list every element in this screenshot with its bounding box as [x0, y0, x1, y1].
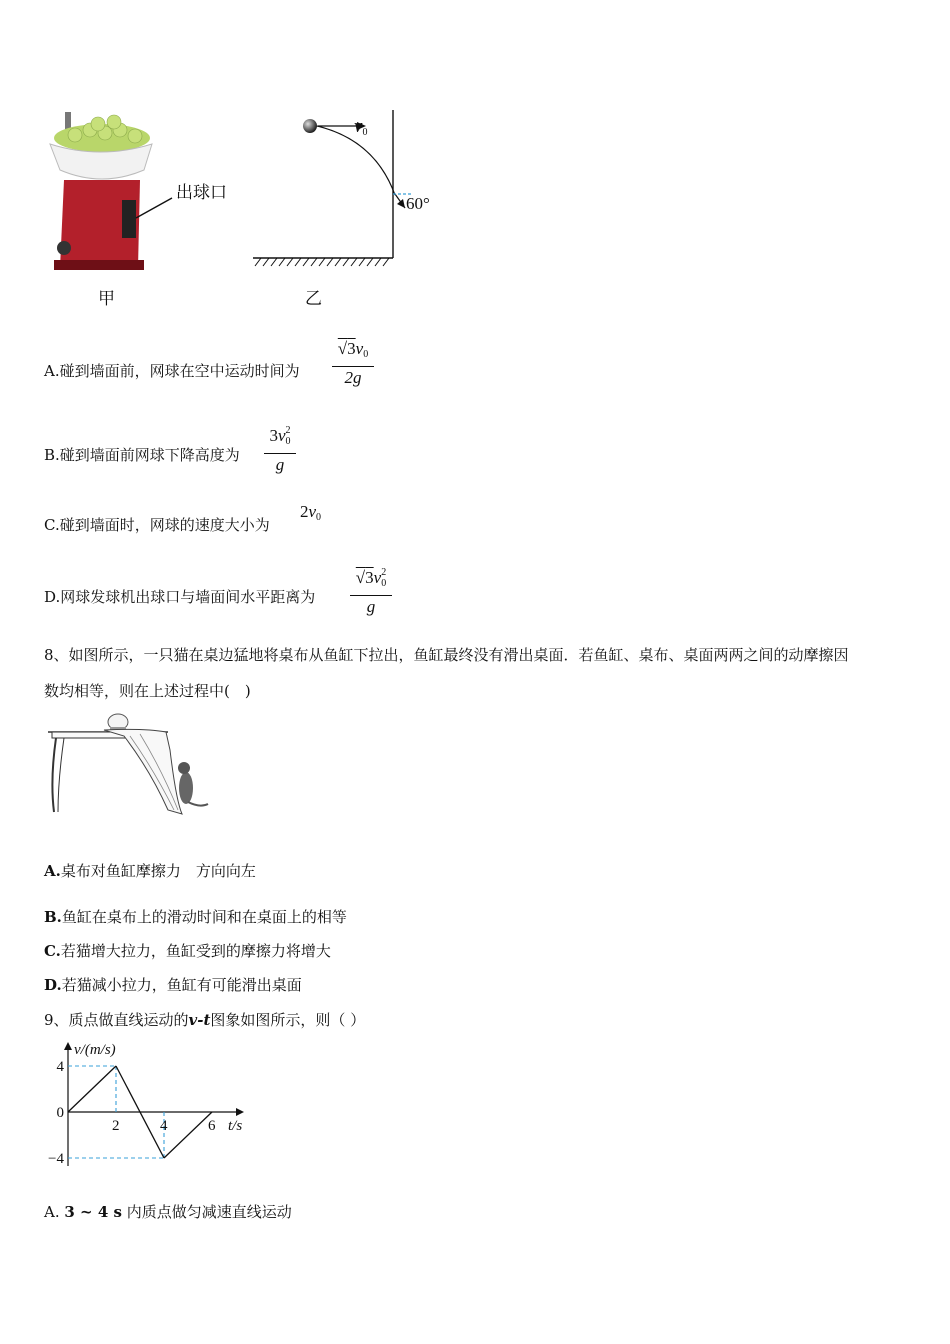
q7-option-d-fraction: $\frac{√3v_0^2}{g}$: [350, 562, 392, 618]
frac-d-den: g: [366, 597, 376, 616]
q8-option-a-text: 桌布对鱼缸摩擦力 方向向左: [60, 862, 256, 880]
cat-table-figure: [44, 710, 214, 822]
frac-d-sup: 2: [381, 567, 387, 578]
q8-option-a: [44, 860, 256, 881]
q7-option-a-fraction: $\frac{√3v_0}{2g}$: [332, 338, 374, 389]
angle-label: 60°: [406, 194, 430, 213]
q8-option-b-letter: B.: [44, 908, 62, 926]
value-c-coef: 2: [300, 502, 309, 521]
q9-stem-vt: v-t: [188, 1011, 211, 1029]
q8-option-d: [44, 974, 302, 995]
frac-b-sup: 2: [285, 425, 291, 436]
q9-stem: [44, 1009, 365, 1030]
x-tick-label: 2: [112, 1118, 120, 1134]
y-axis-label: v/(m/s): [74, 1042, 116, 1058]
value-c-var: v: [308, 502, 317, 521]
q7-option-b-fraction: [264, 420, 296, 476]
x-axis-arrow: [236, 1108, 244, 1116]
frac-a-root: 3: [347, 339, 356, 358]
q9-option-a-bold: 3 ~ 4 s: [64, 1203, 122, 1221]
frac-a-var: v: [355, 339, 364, 358]
q7-option-b: [44, 444, 240, 465]
q7-option-a-text: A.碰到墙面前，网球在空中运动时间为: [44, 362, 300, 380]
vt-segment-3: [164, 1112, 212, 1158]
frac-a-den: 2g: [344, 368, 362, 387]
value-c-sub: 0: [316, 512, 322, 523]
ball-machine-figure: [40, 100, 250, 310]
q8-option-d-letter: D.: [44, 976, 62, 994]
q9-option-a: [44, 1201, 292, 1222]
q9-option-a-pre: A.: [44, 1203, 65, 1221]
q7-option-c-text: C.碰到墙面时，网球的速度大小为: [44, 516, 270, 534]
v0-label: [354, 116, 367, 138]
frac-b-coef: 3: [269, 426, 278, 445]
q7-option-d: [44, 586, 315, 607]
v0-label-var: v: [354, 116, 363, 137]
q8-option-c-text: 若猫增大拉力，鱼缸受到的摩擦力将增大: [60, 942, 331, 960]
figure-jia-caption: 甲: [98, 289, 115, 309]
frac-b-sub: 0: [285, 436, 291, 447]
vt-segment-1: [68, 1066, 116, 1112]
q8-option-b: [44, 906, 347, 927]
frac-b-den: g: [275, 455, 285, 474]
q7-option-a: [44, 360, 300, 381]
q8-option-c: [44, 940, 331, 961]
figure-yi-caption: 乙: [305, 289, 322, 309]
x-tick-label: 6: [208, 1118, 216, 1134]
y-tick-label: 4: [56, 1059, 64, 1075]
projectile-figure: [245, 100, 445, 270]
q7-option-c: [44, 514, 270, 535]
q8-option-a-letter: A.: [44, 862, 61, 880]
x-tick-label: 4: [160, 1118, 168, 1134]
outlet-label: 出球口: [176, 183, 227, 203]
q7-option-b-text: B.碰到墙面前网球下降高度为: [44, 446, 240, 464]
q8-stem-line2: 数均相等，则在上述过程中( ): [44, 682, 251, 700]
frac-d-var: v: [373, 568, 382, 587]
q8-stem-line1: 8、如图所示，一只猫在桌边猛地将桌布从鱼缸下拉出，鱼缸最终没有滑出桌面．若鱼缸、桌布、桌面两两之间的动摩擦因: [44, 646, 849, 664]
q7-option-d-text: D.网球发球机出球口与墙面间水平距离为: [44, 588, 316, 606]
y-tick-label: −4: [48, 1151, 64, 1167]
v0-label-sub: 0: [362, 127, 368, 138]
q8-option-b-text: 鱼缸在桌布上的滑动时间和在桌面上的相等: [61, 908, 347, 926]
frac-d-sub: 0: [381, 578, 387, 589]
x-axis-label: t/s: [228, 1118, 243, 1134]
frac-d-root: 3: [365, 568, 374, 587]
frac-b-var: v: [277, 426, 286, 445]
vt-chart: [40, 1036, 260, 1176]
q9-stem-pre: 9、质点做直线运动的: [44, 1011, 189, 1029]
q8-option-d-text: 若猫减小拉力，鱼缸有可能滑出桌面: [61, 976, 302, 994]
frac-a-sub: 0: [363, 349, 369, 360]
q9-stem-post: 图象如图所示，则（ ）: [210, 1011, 366, 1029]
q9-option-a-post: 内质点做匀减速直线运动: [121, 1203, 292, 1221]
q8-option-c-letter: C.: [44, 942, 61, 960]
y-tick-label: 0: [56, 1105, 64, 1121]
y-axis-arrow: [64, 1042, 72, 1050]
q7-option-c-value: [300, 502, 321, 523]
